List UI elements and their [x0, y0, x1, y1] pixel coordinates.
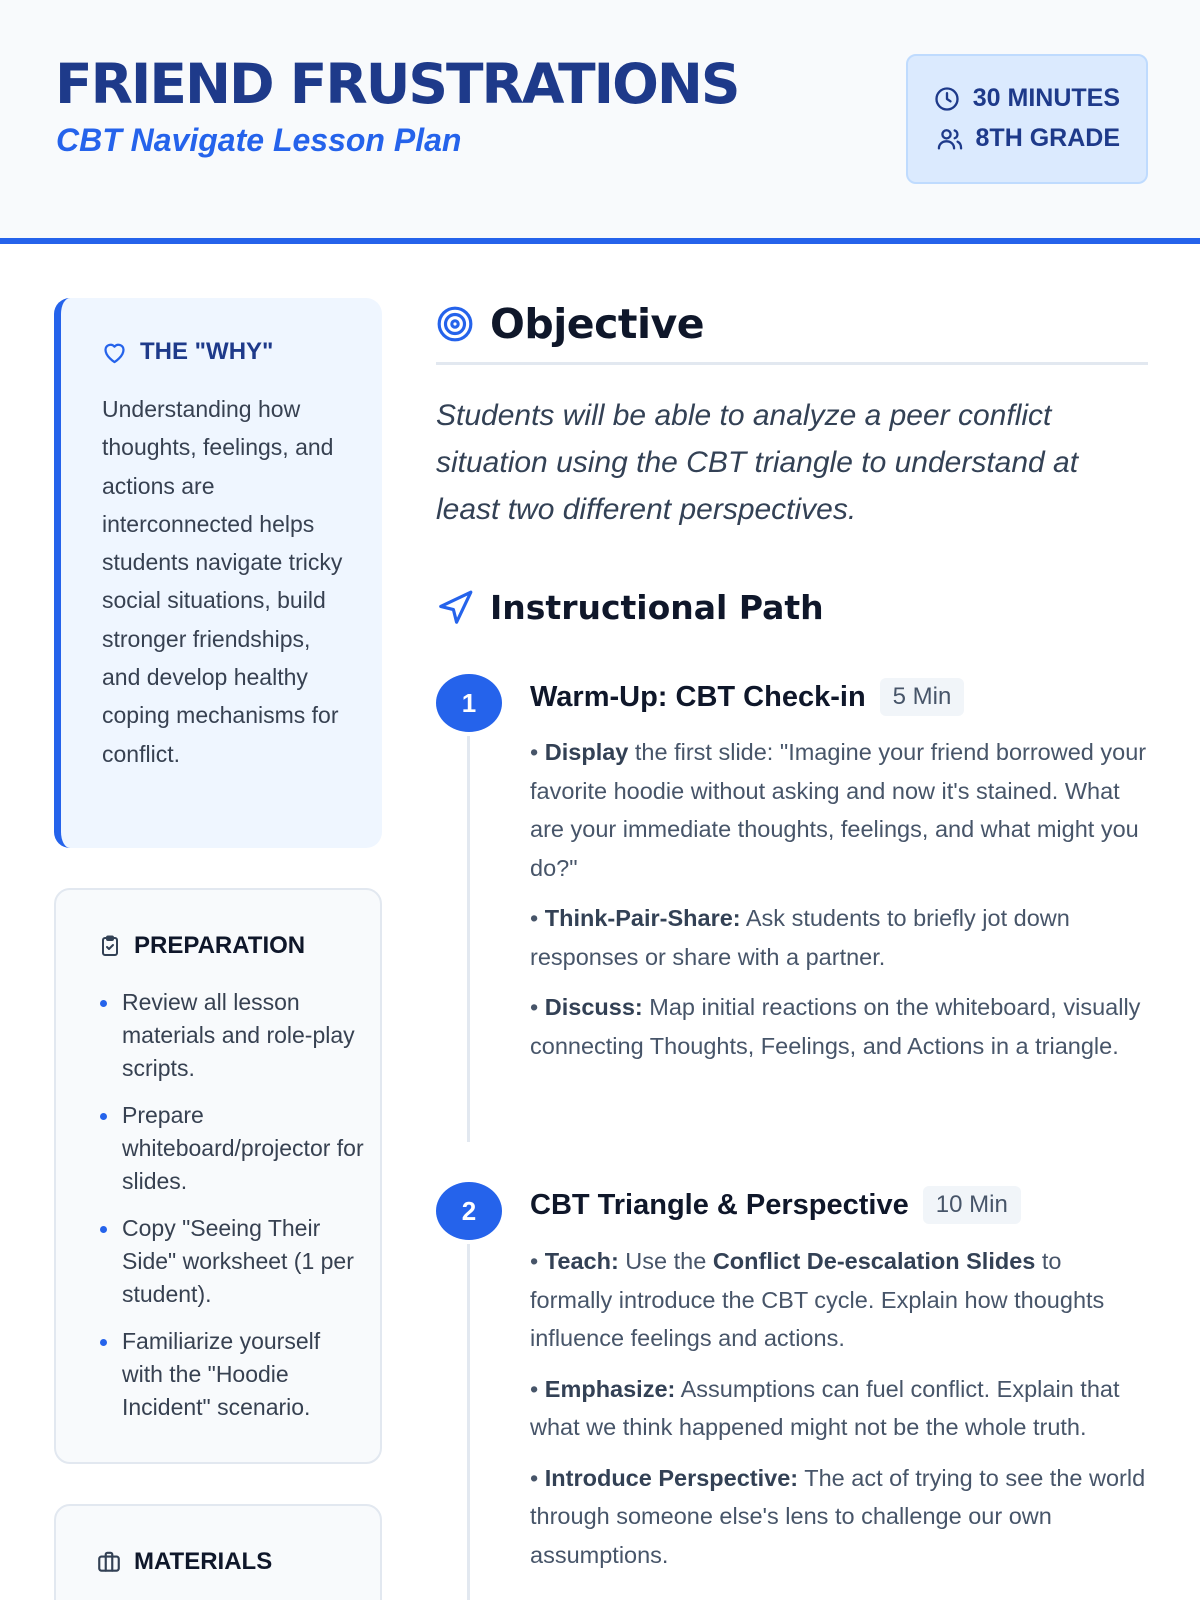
step-item-text: Use the — [618, 1248, 713, 1274]
duration-label: 30 MINUTES — [972, 84, 1120, 112]
step-item: • Think-Pair-Share: Ask students to briefly jot down responses or share with a partner. — [530, 905, 1070, 970]
why-text: Understanding how thoughts, feelings, and actions are interconnected helps students navigate tricky social situations, build stronger friendships, and develop healthy coping mechanisms for conflict. — [102, 396, 343, 767]
step-item-text: The act of trying to see the world through someone else's lens to challenge our own assumptions. — [530, 1464, 1146, 1568]
step-item-text: the first slide: "Imagine your friend borrowed your favorite hoodie without asking and now it's stained. What are your immediate thoughts, feelings, and what might you do?" — [530, 739, 1147, 881]
clipboard-check-icon — [98, 934, 122, 958]
step-item: • Teach: Use the Conflict De-escalation Slides to formally introduce the CBT cycle. Explain how thoughts influence feelings and actions. — [530, 1248, 1105, 1351]
preparation-heading-label: PREPARATION — [134, 932, 306, 959]
materials-heading — [96, 1548, 272, 1576]
step-item-keyword: Introduce Perspective: — [544, 1464, 799, 1491]
step-item-keyword: Display — [544, 739, 629, 765]
step-title-row — [530, 678, 964, 716]
step-item: • Emphasize: Assumptions can fuel conflict. Explain that what we think happened might not be the whole truth. — [530, 1375, 1120, 1440]
heart-icon — [101, 339, 128, 366]
why-heading — [101, 338, 273, 366]
instructional-path-heading-label: Instructional Path — [490, 588, 824, 627]
duration-row — [933, 84, 1120, 113]
navigation-arrow-icon — [436, 589, 474, 627]
step-item: • Introduce Perspective: The act of trying to see the world through someone else's lens to challenge our own assumptions. — [530, 1464, 1146, 1568]
objective-divider — [436, 362, 1148, 365]
step-item-text: Map initial reactions on the whiteboard, visually connecting Thoughts, Feelings, and Actions in a triangle. — [530, 994, 1141, 1059]
step-item-keyword: Teach: — [544, 1248, 619, 1274]
users-icon — [936, 125, 964, 153]
step-duration-badge: 5 Min — [880, 678, 965, 716]
why-heading-label: THE "WHY" — [140, 338, 274, 365]
why-card — [54, 298, 382, 848]
materials-heading-label: MATERIALS — [134, 1548, 273, 1575]
step-title: Warm-Up: CBT Check-in — [530, 680, 866, 713]
step-item-text: to formally introduce the CBT cycle. Explain how thoughts influence feelings and actions. — [530, 1248, 1105, 1351]
instructional-path-heading — [436, 588, 824, 627]
step-item-keyword: Emphasize: — [544, 1375, 676, 1402]
step-title: CBT Triangle & Perspective — [530, 1188, 909, 1221]
list-item: Review all lesson materials and role-play scripts. — [98, 986, 364, 1085]
objective-heading-label: Objective — [490, 300, 705, 348]
timeline-line — [467, 1244, 470, 1600]
materials-card — [54, 1504, 382, 1600]
page-subtitle: CBT Navigate Lesson Plan — [56, 122, 462, 158]
preparation-list — [98, 986, 364, 1438]
step-number-badge: 2 — [436, 1182, 502, 1240]
clock-icon — [933, 85, 961, 113]
step-number-badge: 1 — [436, 674, 502, 732]
step-title-row — [530, 1186, 1021, 1224]
step-item: • Display the first slide: "Imagine your friend borrowed your favorite hoodie without asking and now it's stained. What are your immediate thoughts, feelings, and what might you do?" — [530, 739, 1147, 881]
target-icon — [436, 305, 474, 343]
preparation-card — [54, 888, 382, 1464]
lesson-header — [0, 0, 1200, 244]
briefcase-icon — [96, 1549, 122, 1575]
step-item: • Discuss: Map initial reactions on the whiteboard, visually connecting Thoughts, Feelings, and Actions in a triangle. — [530, 994, 1141, 1059]
step-item-keyword: Discuss: — [544, 994, 643, 1020]
lesson-meta-box — [906, 54, 1148, 184]
objective-text: Students will be able to analyze a peer conflict situation using the CBT triangle to understand at least two different perspectives. — [436, 399, 1079, 526]
step-item-text: Ask students to briefly jot down responses or share with a partner. — [530, 905, 1070, 970]
step-body — [530, 1242, 1148, 1586]
list-item: Prepare whiteboard/projector for slides. — [98, 1099, 364, 1198]
step-duration-badge: 10 Min — [923, 1186, 1021, 1224]
list-item: Familiarize yourself with the "Hoodie Incident" scenario. — [98, 1325, 364, 1424]
grade-row — [936, 124, 1120, 153]
list-item: Copy "Seeing Their Side" worksheet (1 per student). — [98, 1212, 364, 1311]
step-item-keyword: Think-Pair-Share: — [544, 905, 741, 931]
step-item-resource: Conflict De-escalation Slides — [712, 1248, 1036, 1274]
step-body — [530, 733, 1148, 1077]
preparation-heading — [98, 932, 305, 960]
objective-heading — [436, 300, 704, 348]
step-item-text: Assumptions can fuel conflict. Explain that what we think happened might not be the whole truth. — [530, 1375, 1120, 1440]
page-title: FRIEND FRUSTRATIONS — [55, 52, 739, 116]
grade-label: 8TH GRADE — [975, 124, 1120, 152]
timeline-line — [467, 736, 470, 1142]
